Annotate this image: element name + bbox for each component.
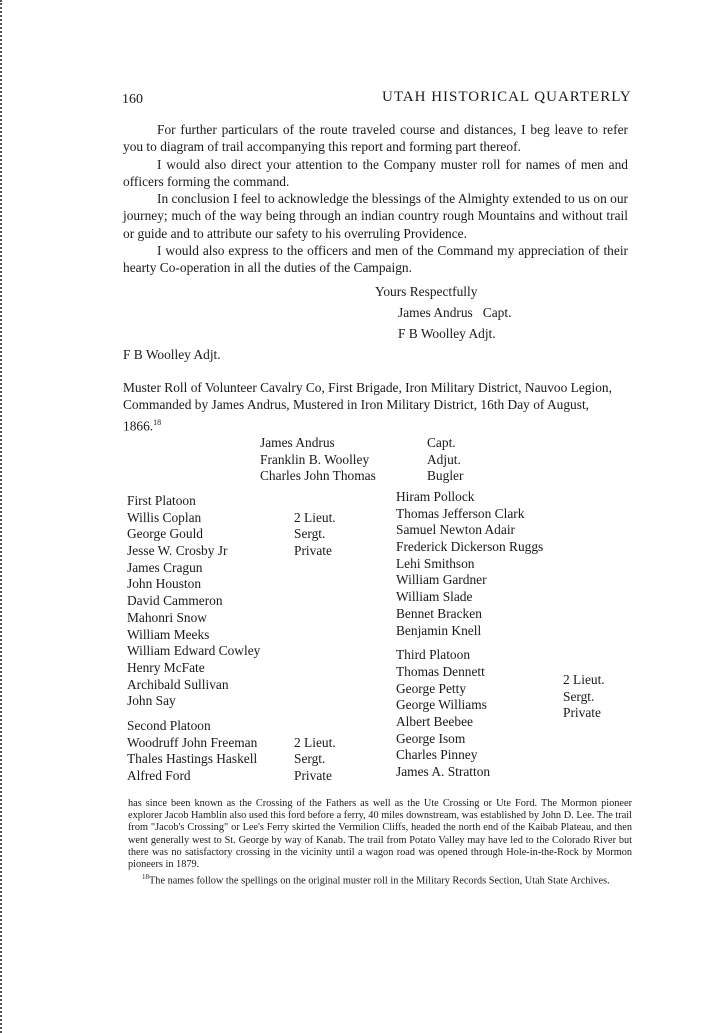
soldier-name: Bennet Bracken xyxy=(396,605,482,621)
soldier-name: John Say xyxy=(127,693,176,709)
footnote-text: The names follow the spellings on the original muster roll in the Military Records Section, Utah State Archives. xyxy=(149,875,610,887)
soldier-name: John Houston xyxy=(127,576,202,592)
letter-paragraph: I would also direct your attention to the Company muster roll for names of men and officers forming the command. xyxy=(123,156,628,189)
signature-adjutant: F B Woolley Adjt. xyxy=(398,326,496,341)
soldier-rank: Private xyxy=(294,543,332,559)
letter-body xyxy=(123,121,628,277)
blank xyxy=(294,627,336,644)
soldier-name: Mahonri Snow xyxy=(127,609,207,625)
soldier-name: Willis Coplan xyxy=(127,509,202,525)
page-number: 160 xyxy=(122,92,143,107)
soldier-name: Jesse W. Crosby Jr xyxy=(127,543,228,559)
signature-captain: James Andrus Capt. xyxy=(398,305,512,320)
soldier-name: Thomas Jefferson Clark xyxy=(396,505,525,521)
soldier-name: David Cammeron xyxy=(127,593,223,609)
soldier-rank: 2 Lieut. xyxy=(294,734,336,750)
soldier-name: Alfred Ford xyxy=(127,768,191,783)
footnotes xyxy=(128,798,632,888)
platoon-heading: Third Platoon xyxy=(396,647,471,663)
soldier-rank: 2 Lieut. xyxy=(563,672,605,687)
soldier-name: George Williams xyxy=(396,697,487,713)
page-binding-edge xyxy=(0,0,6,1033)
platoon-heading: Second Platoon xyxy=(127,717,211,733)
platoon-heading: First Platoon xyxy=(127,493,196,508)
soldier-name: Benjamin Knell xyxy=(396,622,482,638)
soldier-name: Albert Beebee xyxy=(396,713,473,729)
soldier-name: Thales Hastings Haskell xyxy=(127,751,258,767)
running-header-title: UTAH HISTORICAL QUARTERLY xyxy=(382,89,632,105)
soldier-rank: Private xyxy=(294,768,332,783)
footnote-continuation: has since been known as the Crossing of the Fathers as well as the Ute Crossing or Ute Ford. The Mormon pioneer explorer Jacob Hamblin also used this ford before a ferry, 40 miles downstream, was established by John D. Lee. The trail from "Jacob's Crossing" or Lee's Ferry skirted the Vermilion Cliffs, headed the north end of the Kaibab Plateau, and then went generally west to St. George by way of Kanab. The trail from Potato Valley may have led to the Colorado River but there was no satisfactory crossing in the vicinity until a wagon road was opened through Hole-in-the-Rock by Mormon pioneers in 1879. xyxy=(128,798,632,871)
blank xyxy=(294,677,336,694)
officer-name: Franklin B. Woolley xyxy=(260,451,370,467)
footnote-reference: 18 xyxy=(153,417,162,427)
footnote-18 xyxy=(128,871,632,888)
officer-rank: Adjut. xyxy=(427,451,461,467)
letter-paragraph: I would also express to the officers and men of the Command my appreciation of their hearty Co-operation in all the duties of the Campaign. xyxy=(123,243,628,276)
officer-rank: Capt. xyxy=(427,435,456,450)
spacer xyxy=(294,710,336,718)
soldier-rank: Private xyxy=(563,705,601,721)
soldier-name: James A. Stratton xyxy=(396,764,491,779)
soldier-name: William Meeks xyxy=(127,626,210,642)
officer-name: Charles John Thomas xyxy=(260,468,376,484)
blank xyxy=(294,660,336,677)
blank xyxy=(294,560,336,577)
letter-closing: Yours Respectfully xyxy=(375,284,478,299)
letter-postscript: F B Woolley Adjt. xyxy=(123,347,221,362)
blank xyxy=(294,643,336,660)
letter-paragraph: In conclusion I feel to acknowledge the blessings of the Almighty extended to us on our journey; much of the way being through an indian country rough Mountains and without trail or guide and to attribute our safety to his overruling Providence. xyxy=(123,191,628,241)
soldier-rank: Sergt. xyxy=(563,688,595,704)
officers-names xyxy=(260,435,376,485)
soldier-name: Charles Pinney xyxy=(396,747,478,763)
soldier-rank: Sergt. xyxy=(294,751,326,767)
officer-name: James Andrus xyxy=(260,435,335,450)
soldier-name: Hiram Pollock xyxy=(396,489,475,504)
soldier-name: Lehi Smithson xyxy=(396,555,475,571)
left-roll-ranks xyxy=(294,493,336,785)
blank xyxy=(294,593,336,610)
spacer xyxy=(127,710,260,718)
soldier-name: Henry McFate xyxy=(127,659,205,675)
soldier-name: Archibald Sullivan xyxy=(127,676,229,692)
footnote-number: 18 xyxy=(142,873,149,882)
left-roll-names xyxy=(127,493,260,785)
third-platoon-ranks xyxy=(563,672,605,722)
muster-roll-intro xyxy=(123,379,628,434)
blank xyxy=(294,610,336,627)
letter-paragraph: For further particulars of the route traveled course and distances, I beg leave to refer you to diagram of trail accompanying this report and forming part thereof. xyxy=(123,122,628,155)
soldier-rank: Sergt. xyxy=(294,526,326,542)
soldier-rank: 2 Lieut. xyxy=(294,509,336,525)
soldier-name: Frederick Dickerson Ruggs xyxy=(396,539,544,555)
soldier-name: William Edward Cowley xyxy=(127,643,261,659)
soldier-name: George Petty xyxy=(396,680,467,696)
officers-ranks xyxy=(427,435,463,485)
soldier-name: Thomas Dennett xyxy=(396,663,485,679)
blank xyxy=(294,693,336,710)
blank xyxy=(294,493,336,510)
blank xyxy=(294,718,336,735)
soldier-name: William Slade xyxy=(396,589,473,605)
blank xyxy=(294,576,336,593)
soldier-name: William Gardner xyxy=(396,572,487,588)
soldier-name: George Gould xyxy=(127,526,203,542)
officer-rank: Bugler xyxy=(427,468,464,484)
soldier-name: George Isom xyxy=(396,730,466,746)
soldier-name: Woodruff John Freeman xyxy=(127,734,258,750)
right-roll-names xyxy=(396,489,543,781)
spacer xyxy=(396,639,543,647)
muster-intro-text: Muster Roll of Volunteer Cavalry Co, First Brigade, Iron Military District, Nauvoo Legion, Commanded by James Andrus, Mustered in Iron Military District, 16th Day of August, 1866. xyxy=(123,380,612,434)
soldier-name: Samuel Newton Adair xyxy=(396,522,516,538)
soldier-name: James Cragun xyxy=(127,559,203,575)
